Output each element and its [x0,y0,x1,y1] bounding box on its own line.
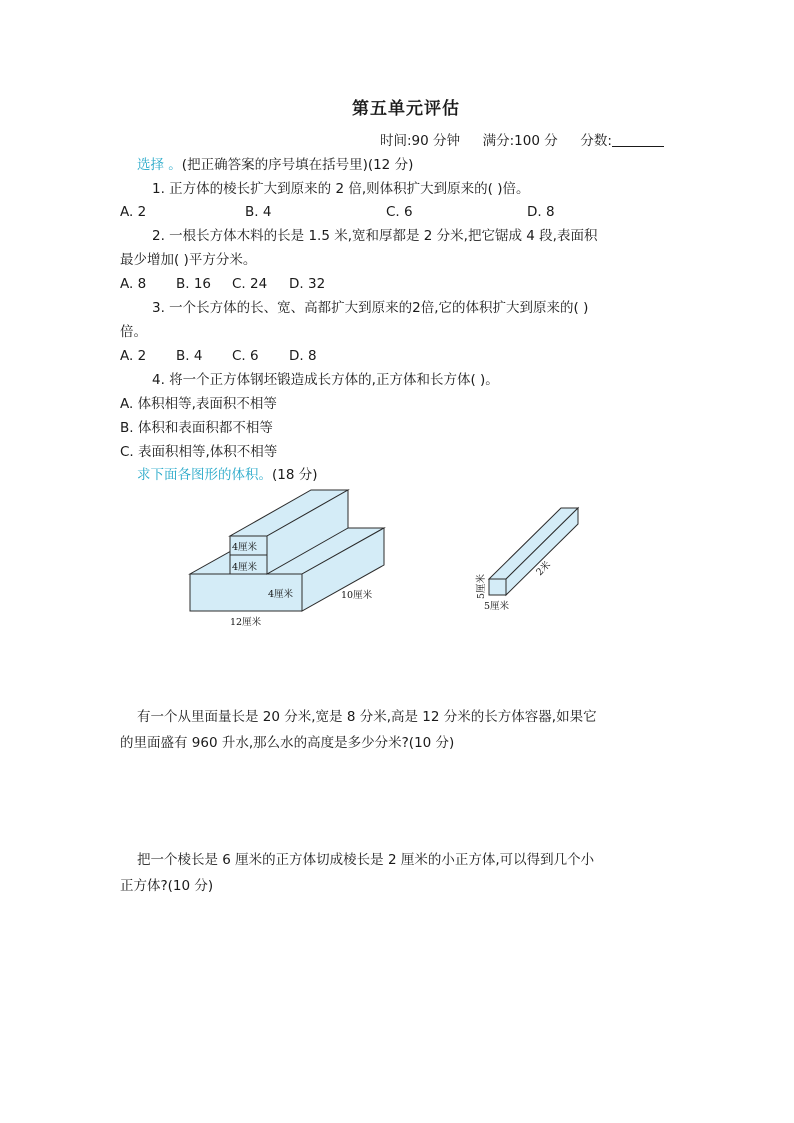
q2-option-c[interactable]: C. 24 [232,276,268,292]
time-limit: 时间:90 分钟 [380,133,461,149]
section2-heading [137,466,318,484]
q4-option-b[interactable]: B. 体积和表面积都不相等 [120,420,273,436]
figure-stepped-solid [180,484,395,630]
page-title: 第五单元评估 [352,99,460,119]
label-top-height: 4厘米 [232,542,258,553]
q1-option-d[interactable]: D. 8 [527,204,555,220]
section1-instruction: (把正确答案的序号填在括号里)(12 分) [181,157,414,173]
score-label: 分数: [580,133,612,149]
section2-points: (18 分) [272,467,318,483]
section4-line1: 把一个棱长是 6 厘米的正方体切成棱长是 2 厘米的小正方体,可以得到几个小 [137,852,595,868]
question-3-line1: 3. 一个长方体的长、宽、高都扩大到原来的2倍,它的体积扩大到原来的( ) [152,300,589,316]
exam-header [380,132,664,150]
section4-line2: 正方体?(10 分) [120,878,214,894]
rod-front-face [489,579,506,595]
q3-option-b[interactable]: B. 4 [176,348,203,364]
section1-heading [137,156,413,174]
q2-option-b[interactable]: B. 16 [176,276,212,292]
q2-option-d[interactable]: D. 32 [289,276,326,292]
question-2-line1: 2. 一根长方体木料的长是 1.5 米,宽和厚都是 2 分米,把它锯成 4 段,表面积 [152,228,598,244]
q1-option-b[interactable]: B. 4 [245,204,272,220]
q4-option-c[interactable]: C. 表面积相等,体积不相等 [120,444,278,460]
label-lower-height: 4厘米 [232,562,258,573]
q2-option-a[interactable]: A. 8 [120,276,147,292]
section3-line2: 的里面盛有 960 升水,那么水的高度是多少分米?(10 分) [120,735,455,751]
q1-option-c[interactable]: C. 6 [386,204,413,220]
question-1: 1. 正方体的棱长扩大到原来的 2 倍,则体积扩大到原来的( )倍。 [152,181,530,197]
q4-option-a[interactable]: A. 体积相等,表面积不相等 [120,396,277,412]
full-score: 满分:100 分 [482,133,558,149]
q3-option-c[interactable]: C. 6 [232,348,259,364]
q1-option-a[interactable]: A. 2 [120,204,147,220]
question-3-line2: 倍。 [120,324,147,340]
label-length: 12厘米 [230,617,262,628]
label-depth: 10厘米 [341,590,373,601]
q3-option-d[interactable]: D. 8 [289,348,317,364]
label-rod-length: 2米 [534,559,554,579]
section3-line1: 有一个从里面量长是 20 分米,宽是 8 分米,高是 12 分米的长方体容器,如果它 [137,709,597,725]
figure-long-rod [470,504,585,616]
label-rod-height: 5厘米 [476,573,487,599]
label-front-height: 4厘米 [268,589,294,600]
question-2-line2: 最少增加( )平方分米。 [120,252,257,268]
section1-title: 选择 。 [137,157,182,173]
label-rod-width: 5厘米 [484,601,510,612]
q3-option-a[interactable]: A. 2 [120,348,147,364]
score-blank[interactable] [612,132,664,147]
section2-title: 求下面各图形的体积。 [137,467,272,483]
question-4: 4. 将一个正方体钢坯锻造成长方体的,正方体和长方体( )。 [152,372,499,388]
